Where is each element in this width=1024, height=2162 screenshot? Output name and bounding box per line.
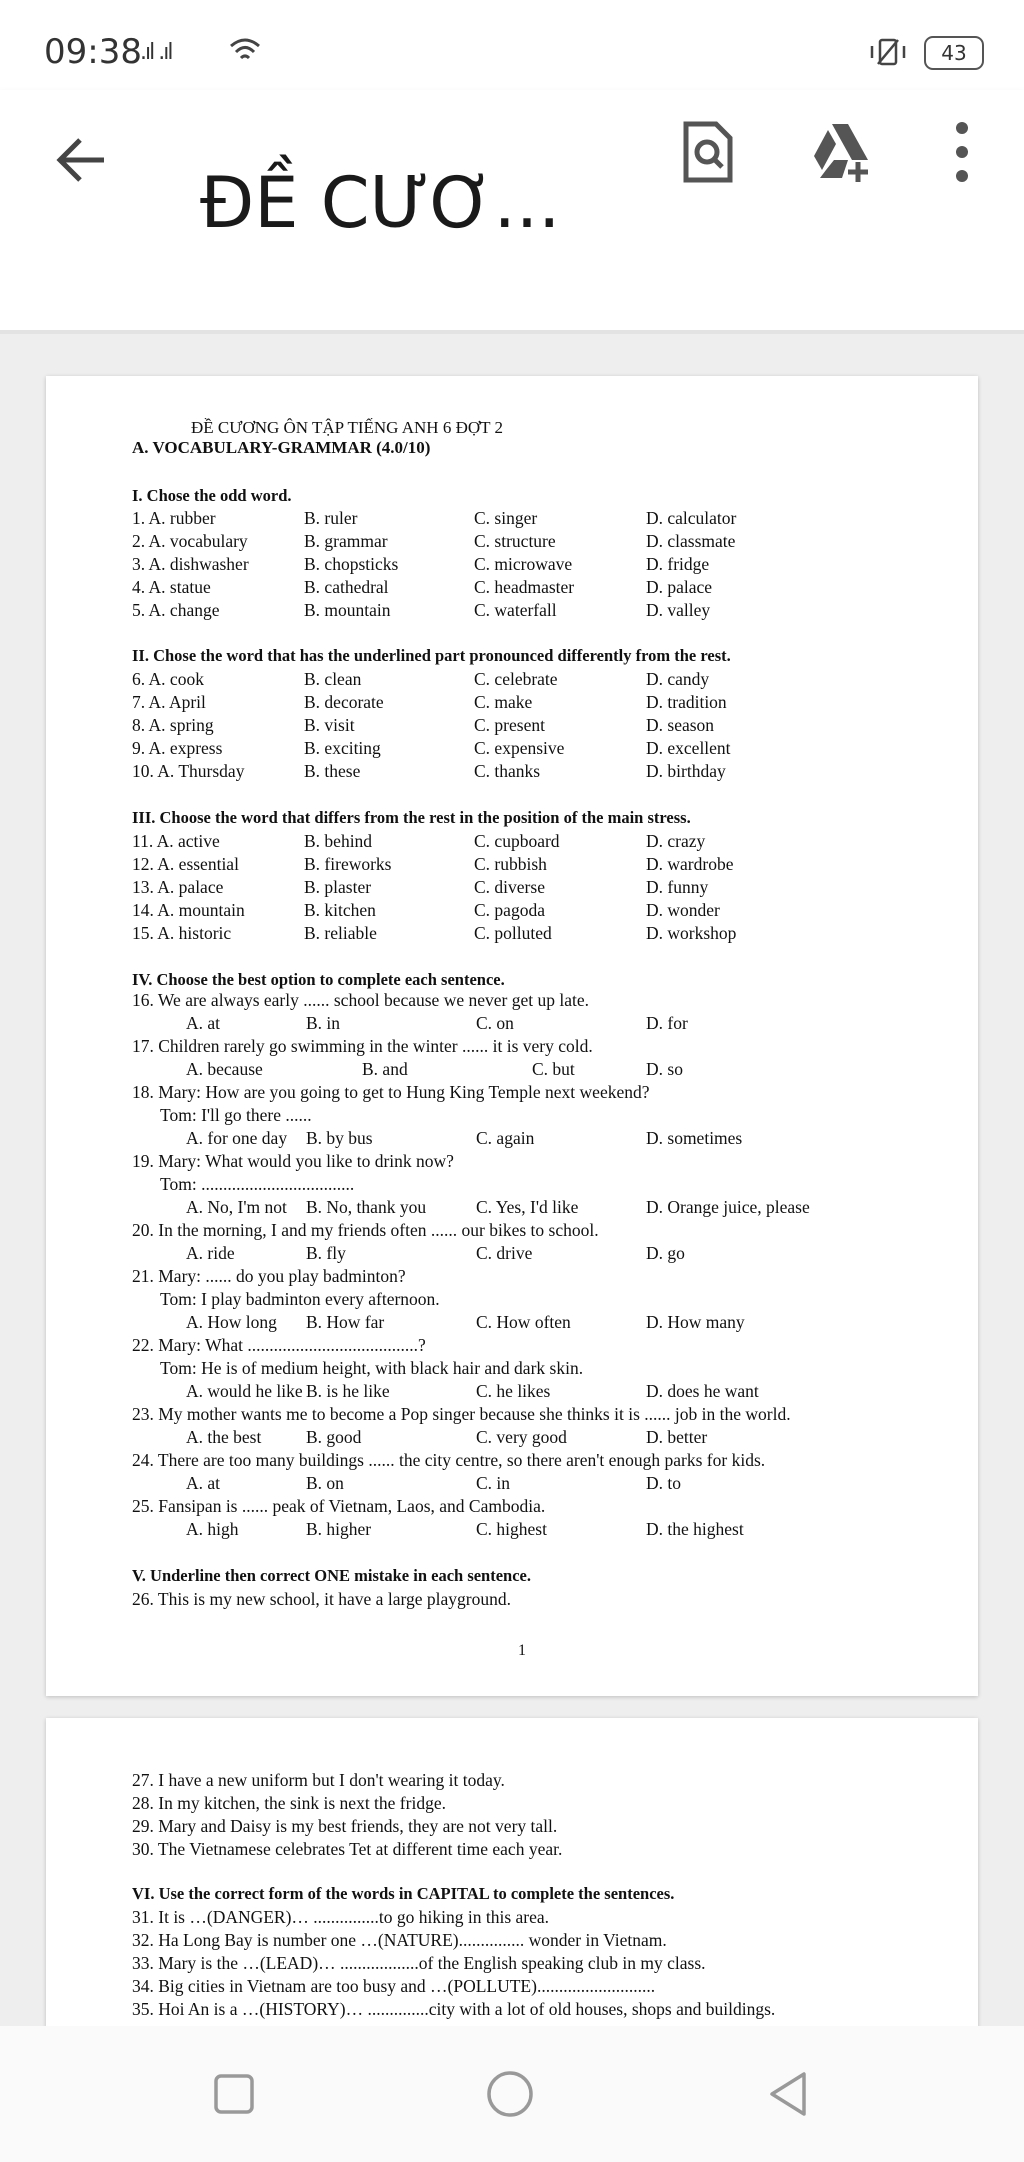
answer-option: C. singer	[474, 508, 538, 528]
question-text: 35. Hoi An is a …(HISTORY)… ..............city with a lot of old houses, shops and buildings.	[132, 1999, 776, 2019]
answer-option: D. sometimes	[646, 1128, 743, 1148]
options-row	[186, 1128, 1006, 1152]
answer-option: B. plaster	[304, 877, 372, 897]
search-document-icon[interactable]	[676, 120, 740, 184]
vibrate-icon	[868, 38, 908, 66]
answer-option: B. clean	[304, 669, 362, 689]
section-2-title: II. Chose the word that has the underlined part pronounced differently from the rest.	[132, 646, 731, 665]
answer-option: C. rubbish	[474, 854, 547, 874]
section-1-title: I. Chose the odd word.	[132, 486, 292, 505]
system-nav-bar	[0, 2026, 1024, 2162]
answer-option: A. would he like	[186, 1381, 303, 1401]
answer-option: B. decorate	[304, 692, 384, 712]
answer-option: C. but	[532, 1059, 575, 1079]
question-text: 21. Mary: ...... do you play badminton?	[132, 1266, 406, 1286]
answer-option: D. to	[646, 1473, 681, 1493]
question-row	[132, 508, 952, 532]
answer-option: C. waterfall	[474, 600, 557, 620]
question-row	[132, 831, 952, 855]
answer-option: C. expensive	[474, 738, 565, 758]
question-text: 18. Mary: How are you going to get to Hung King Temple next weekend?	[132, 1082, 650, 1102]
question-row	[132, 854, 952, 878]
answer-option: 10. A. Thursday	[132, 761, 245, 781]
answer-option: B. grammar	[304, 531, 388, 551]
answer-option: 2. A. vocabulary	[132, 531, 248, 551]
answer-option: D. the highest	[646, 1519, 744, 1539]
answer-option: D. wonder	[646, 900, 720, 920]
answer-option: B. and	[362, 1059, 408, 1079]
answer-option: 5. A. change	[132, 600, 220, 620]
answer-option: D. crazy	[646, 831, 706, 851]
question-row	[132, 900, 952, 924]
answer-option: B. by bus	[306, 1128, 373, 1148]
options-row	[186, 1243, 1006, 1267]
question-text: 16. We are always early ...... school because we never get up late.	[132, 990, 589, 1010]
answer-option: B. good	[306, 1427, 362, 1447]
page-number: 1	[518, 1642, 526, 1659]
section-6-title: VI. Use the correct form of the words in CAPITAL to complete the sentences.	[132, 1884, 675, 1903]
answer-option: 12. A. essential	[132, 854, 239, 874]
question-response: Tom: ...................................	[160, 1174, 355, 1194]
answer-option: B. is he like	[306, 1381, 390, 1401]
document-title: ĐỀ CƯƠ...	[200, 162, 561, 244]
answer-option: C. structure	[474, 531, 556, 551]
question-text: 24. There are too many buildings ...... the city centre, so there aren't enough parks for kids.	[132, 1450, 766, 1470]
section-5-title: V. Underline then correct ONE mistake in each sentence.	[132, 1566, 532, 1585]
document-page-1	[46, 376, 978, 1696]
answer-option: B. No, thank you	[306, 1197, 427, 1217]
answer-option: B. kitchen	[304, 900, 376, 920]
answer-option: D. birthday	[646, 761, 726, 781]
answer-option: B. behind	[304, 831, 373, 851]
answer-option: D. does he want	[646, 1381, 759, 1401]
options-row	[186, 1197, 1006, 1221]
question-text: 30. The Vietnamese celebrates Tet at different time each year.	[132, 1839, 563, 1859]
answer-option: A. at	[186, 1473, 221, 1493]
answer-option: D. better	[646, 1427, 708, 1447]
answer-option: 1. A. rubber	[132, 508, 216, 528]
question-text: 25. Fansipan is ...... peak of Vietnam, Laos, and Cambodia.	[132, 1496, 546, 1516]
section-4-title: IV. Choose the best option to complete each sentence.	[132, 970, 505, 989]
question-text: 28. In my kitchen, the sink is next the fridge.	[132, 1793, 446, 1813]
options-row	[186, 1519, 1006, 1543]
answer-option: 3. A. dishwasher	[132, 554, 249, 574]
answer-option: D. tradition	[646, 692, 727, 712]
answer-option: B. How far	[306, 1312, 385, 1332]
question-row	[132, 692, 952, 716]
question-row	[132, 761, 952, 785]
answer-option: 11. A. active	[132, 831, 220, 851]
question-response: Tom: He is of medium height, with black hair and dark skin.	[160, 1358, 584, 1378]
question-row	[132, 554, 952, 578]
options-row	[186, 1381, 1006, 1405]
answer-option: D. so	[646, 1059, 683, 1079]
answer-option: A. the best	[186, 1427, 262, 1447]
answer-option: C. in	[476, 1473, 511, 1493]
question-row	[132, 531, 952, 555]
question-text: 26. This is my new school, it have a large playground.	[132, 1589, 511, 1609]
answer-option: D. funny	[646, 877, 709, 897]
answer-option: C. on	[476, 1013, 514, 1033]
answer-option: C. very good	[476, 1427, 567, 1447]
answer-option: D. candy	[646, 669, 710, 689]
more-options-icon[interactable]	[944, 120, 1008, 184]
answer-option: A. at	[186, 1013, 221, 1033]
signal-icon: .ıl .ıl	[140, 40, 172, 65]
question-text: 29. Mary and Daisy is my best friends, they are not very tall.	[132, 1816, 558, 1836]
answer-option: 13. A. palace	[132, 877, 224, 897]
recent-apps-icon[interactable]	[210, 2070, 258, 2118]
question-text: 17. Children rarely go swimming in the winter ...... it is very cold.	[132, 1036, 593, 1056]
answer-option: B. cathedral	[304, 577, 389, 597]
answer-option: C. pagoda	[474, 900, 545, 920]
answer-option: C. microwave	[474, 554, 573, 574]
question-text: 19. Mary: What would you like to drink now?	[132, 1151, 454, 1171]
answer-option: C. drive	[476, 1243, 533, 1263]
answer-option: D. How many	[646, 1312, 745, 1332]
answer-option: 7. A. April	[132, 692, 206, 712]
question-text: 22. Mary: What .......................................?	[132, 1335, 426, 1355]
answer-option: D. wardrobe	[646, 854, 734, 874]
answer-option: 14. A. mountain	[132, 900, 245, 920]
document-header: ĐỀ CƯƠNG ÔN TẬP TIẾNG ANH 6 ĐỢT 2	[191, 418, 503, 437]
question-response: Tom: I'll go there ......	[160, 1105, 312, 1125]
options-row	[186, 1473, 1006, 1497]
question-row	[132, 669, 952, 693]
answer-option: D. for	[646, 1013, 688, 1033]
options-row	[186, 1013, 1006, 1037]
back-triangle-icon[interactable]	[764, 2070, 812, 2118]
answer-option: B. fireworks	[304, 854, 392, 874]
answer-option: D. Orange juice, please	[646, 1197, 810, 1217]
options-row	[186, 1059, 1006, 1083]
answer-option: C. celebrate	[474, 669, 558, 689]
answer-option: B. on	[306, 1473, 344, 1493]
answer-option: B. these	[304, 761, 361, 781]
back-arrow-icon[interactable]	[52, 130, 112, 190]
answer-option: C. thanks	[474, 761, 541, 781]
answer-option: B. chopsticks	[304, 554, 399, 574]
status-bar	[0, 0, 1024, 90]
answer-option: A. because	[186, 1059, 263, 1079]
battery-indicator: 43	[924, 36, 984, 70]
answer-option: 15. A. historic	[132, 923, 232, 943]
answer-option: C. cupboard	[474, 831, 560, 851]
answer-option: A. No, I'm not	[186, 1197, 287, 1217]
answer-option: C. How often	[476, 1312, 571, 1332]
answer-option: B. reliable	[304, 923, 377, 943]
section-3-title: III. Choose the word that differs from the rest in the position of the main stress.	[132, 808, 691, 827]
answer-option: C. he likes	[476, 1381, 551, 1401]
answer-option: 9. A. express	[132, 738, 223, 758]
answer-option: B. higher	[306, 1519, 372, 1539]
answer-option: C. again	[476, 1128, 535, 1148]
question-row	[132, 738, 952, 762]
answer-option: C. Yes, I'd like	[476, 1197, 579, 1217]
options-row	[186, 1427, 1006, 1451]
answer-option: A. for one day	[186, 1128, 288, 1148]
answer-option: D. palace	[646, 577, 713, 597]
answer-option: C. headmaster	[474, 577, 575, 597]
question-text: 32. Ha Long Bay is number one …(NATURE)............... wonder in Vietnam.	[132, 1930, 667, 1950]
answer-option: C. diverse	[474, 877, 545, 897]
answer-option: B. in	[306, 1013, 341, 1033]
question-text: 33. Mary is the …(LEAD)… ..................of the English speaking club in my class.	[132, 1953, 706, 1973]
answer-option: 8. A. spring	[132, 715, 214, 735]
document-viewer[interactable]	[0, 334, 1024, 2026]
answer-option: B. visit	[304, 715, 355, 735]
answer-option: D. go	[646, 1243, 685, 1263]
question-row	[132, 923, 952, 947]
answer-option: C. polluted	[474, 923, 552, 943]
question-text: 34. Big cities in Vietnam are too busy and …(POLLUTE)...........................	[132, 1976, 656, 1996]
answer-option: A. How long	[186, 1312, 277, 1332]
question-row	[132, 715, 952, 739]
answer-option: C. present	[474, 715, 545, 735]
wifi-icon	[228, 36, 262, 64]
answer-option: B. ruler	[304, 508, 358, 528]
question-response: Tom: I play badminton every afternoon.	[160, 1289, 440, 1309]
answer-option: A. ride	[186, 1243, 235, 1263]
options-row	[186, 1312, 1006, 1336]
answer-option: D. excellent	[646, 738, 731, 758]
answer-option: D. classmate	[646, 531, 736, 551]
answer-option: 4. A. statue	[132, 577, 211, 597]
question-row	[132, 877, 952, 901]
question-text: 31. It is …(DANGER)… ...............to go hiking in this area.	[132, 1907, 550, 1927]
answer-option: C. highest	[476, 1519, 547, 1539]
answer-option: D. workshop	[646, 923, 737, 943]
answer-option: B. fly	[306, 1243, 346, 1263]
answer-option: D. valley	[646, 600, 711, 620]
home-icon[interactable]	[486, 2070, 534, 2118]
question-text: 27. I have a new uniform but I don't wearing it today.	[132, 1770, 505, 1790]
question-row	[132, 600, 952, 624]
question-row	[132, 577, 952, 601]
question-text: 23. My mother wants me to become a Pop singer because she thinks it is ...... job in the world.	[132, 1404, 791, 1424]
answer-option: C. make	[474, 692, 533, 712]
document-page-2	[46, 1718, 978, 2026]
answer-option: B. mountain	[304, 600, 391, 620]
answer-option: D. fridge	[646, 554, 710, 574]
add-to-drive-icon[interactable]	[808, 120, 872, 184]
question-text: 20. In the morning, I and my friends often ...... our bikes to school.	[132, 1220, 599, 1240]
answer-option: B. exciting	[304, 738, 381, 758]
answer-option: D. calculator	[646, 508, 737, 528]
status-time: 09:38	[44, 32, 142, 72]
answer-option: D. season	[646, 715, 715, 735]
answer-option: 6. A. cook	[132, 669, 204, 689]
app-bar	[0, 90, 1024, 334]
answer-option: A. high	[186, 1519, 239, 1539]
section-a-title: A. VOCABULARY-GRAMMAR (4.0/10)	[132, 438, 431, 457]
